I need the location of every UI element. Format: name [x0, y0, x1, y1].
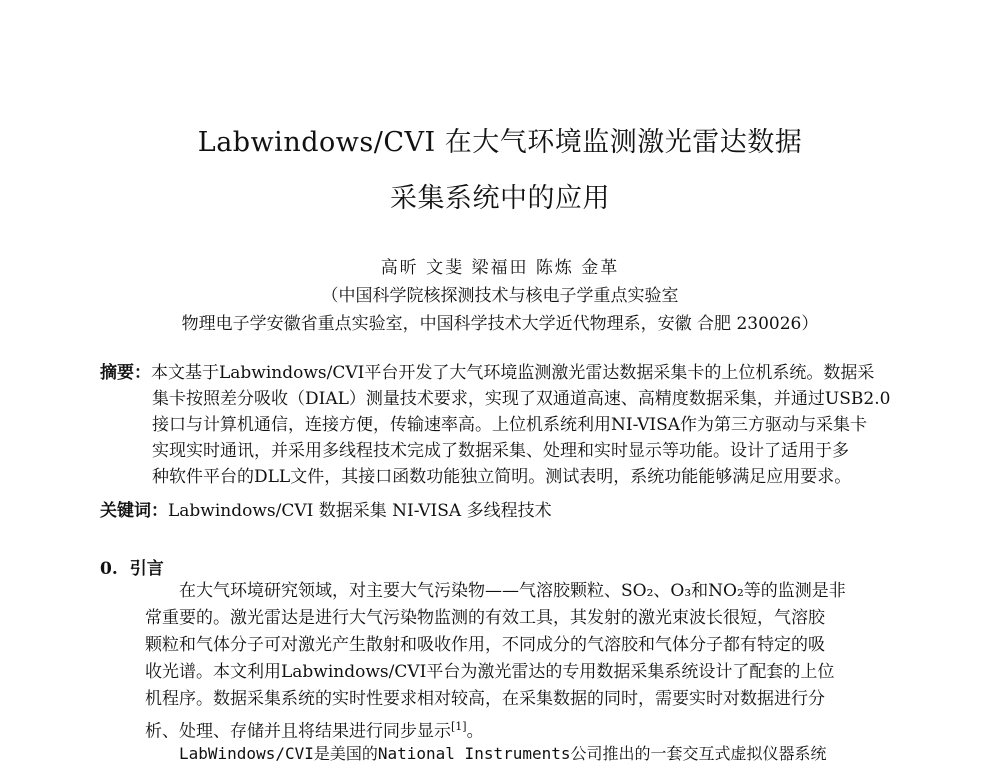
- affiliation-line-1: （中国科学院核探测技术与核电子学重点实验室: [321, 286, 679, 306]
- abstract-line: 集卡按照差分吸收（DIAL）测量技术要求，实现了双通道高速、高精度数据采集，并通过USB2.0: [152, 389, 891, 409]
- abstract-text: 本文基于Labwindows/CVI平台开发了大气环境监测激光雷达数据采集卡的上位机系统。数据采: [151, 363, 875, 383]
- body-line: [145, 713, 865, 740]
- affiliation-line-2: 物理电子学安徽省重点实验室，中国科学技术大学近代物理系，安徽 合肥 230026）: [181, 314, 819, 334]
- body-line-partial: LabWindows/CVI是美国的National Instruments公司推出的一套交互式虚拟仪器系统: [179, 744, 827, 763]
- abstract-line: 接口与计算机通信，连接方便，传输速率高。上位机系统利用NI-VISA作为第三方驱动与采集卡: [152, 415, 868, 435]
- paper-title-line-2: 采集系统中的应用: [390, 183, 610, 214]
- abstract: [100, 360, 900, 490]
- body-line-text: 析、处理、存储并且将结果进行同步显示: [145, 721, 451, 742]
- abstract-line: [100, 360, 900, 386]
- keywords-label: 关键词：: [100, 501, 168, 521]
- body-line: 机程序。数据采集系统的实时性要求相对较高，在采集数据的同时，需要实时对数据进行分: [145, 689, 825, 709]
- introduction-body: [145, 578, 865, 767]
- body-line: 收光谱。本文利用Labwindows/CVI平台为激光雷达的专用数据采集系统设计了配套的上位: [145, 662, 835, 682]
- paper-title-line-1: Labwindows/CVI 在大气环境监测激光雷达数据: [197, 127, 803, 158]
- abstract-line: 种软件平台的DLL文件，其接口函数功能独立简明。测试表明，系统功能能够满足应用要求。: [152, 467, 852, 487]
- authors: 高昕 文斐 梁福田 陈炼 金革: [380, 258, 620, 278]
- abstract-label: 摘要：: [100, 363, 151, 383]
- keywords-text: Labwindows/CVI 数据采集 NI-VISA 多线程技术: [168, 501, 552, 521]
- citation-ref: [1]: [451, 720, 467, 733]
- body-line-end: 。: [466, 721, 484, 742]
- body-line: 在大气环境研究领域，对主要大气污染物——气溶胶颗粒、SO₂、O₃和NO₂等的监测是非: [179, 581, 846, 601]
- keywords: [100, 496, 552, 521]
- body-line: 常重要的。激光雷达是进行大气污染物监测的有效工具，其发射的激光束波长很短，气溶胶: [145, 608, 825, 628]
- section-title: 引言: [129, 559, 164, 579]
- section-heading: [100, 554, 164, 579]
- section-number: 0.: [100, 559, 118, 579]
- abstract-line: 实现实时通讯，并采用多线程技术完成了数据采集、处理和实时显示等功能。设计了适用于多: [152, 441, 849, 461]
- body-line: 颗粒和气体分子可对激光产生散射和吸收作用，不同成分的气溶胶和气体分子都有特定的吸: [145, 635, 825, 655]
